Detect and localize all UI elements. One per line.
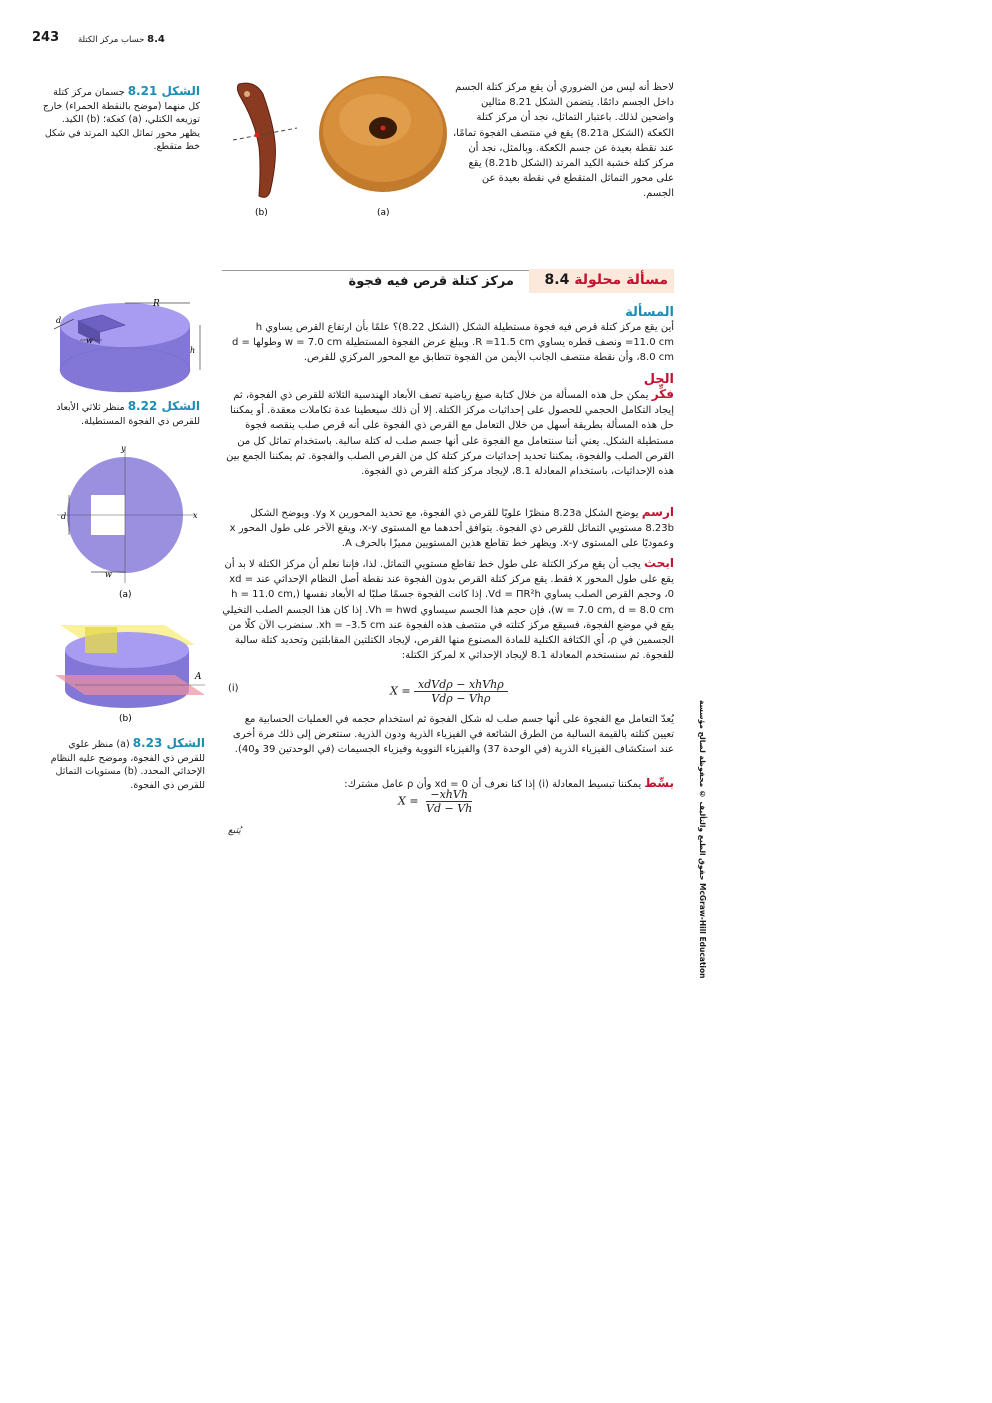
center-of-mass-dot [255,133,260,138]
figure-8-23a-top-view [55,445,205,600]
fig822-title: الشكل 8.22 [127,399,200,413]
problem-label-text: مسألة محلولة [574,272,668,288]
simplify-label: بسِّط [644,776,674,790]
label-R: R [153,299,160,309]
fig823-label-a: (a) [119,590,132,600]
equation-i [390,678,508,705]
plane-A-label: A [195,672,202,682]
problem-number: 8.4 [544,272,570,288]
eq1-numerator: xdVdρ − xhVhρ [414,678,508,692]
fig823-title: الشكل 8.23 [132,736,205,750]
figure-8-22-caption [40,400,200,428]
continued-note: يُتبع [228,826,241,836]
fig822-text: منظر ثلاثي الأبعاد للقرص ذي الفجوة المستطيلة. [56,402,200,427]
research-text: يجب أن يقع مركز الكتلة على طول خط تقاطع مستويي التماثل. لذا، فإننا نعلم أن مركز الكتلة لا بد أن يقع على طول المحور x فقط. يقع مركز كتلة القرص بدون الفجوة عند نقطة أصل النظام الإحداثي عند xd = 0، وحجم القرص الصلب يساوي Vd = ΠR²h. إذا كانت الفجوة جسمًا صلبًا له الأبعاد نفسها (h = 11.0 cm, w = 7.0 cm, d = 8.0 cm)، فإن حجم هذا الجسم سيساوي Vh = hwd. إذا كان هذا الجسم الصلب التخيلي يقع في موضع الفجوة، فسيقع مركز كتلته في منتصف هذه الفجوة عند xh = –3.5 cm. سنضرب الآن كلًا من الجسمين في ρ، أي الكثافة الكتلية للمادة المصنوع منها القرص، لإيجاد الكتلتين المقابلتين وتحديد كتلة سالبة للفجوة. ثم سنستخدم المعادلة 8.1 لإيجاد الإحداثي x لمركز الكتلة: [222,559,674,662]
axis-x-label: x [193,511,198,520]
think-label: فكِّر [651,387,674,401]
copyright-side-text: حقوق الطبع والتأليف © محفوظة لصالح مؤسسة McGraw-Hill Education [698,700,707,979]
donut-center-dot [381,126,386,131]
problem-label [545,272,668,288]
section-number: 8.4 [147,34,165,45]
label-h: h [190,346,196,355]
section-title: حساب مركز الكتلة [78,35,145,45]
sketch-text: يوضح الشكل 8.23a منظرًا علويًا للقرص ذي الفجوة، مع تحديد المحورين x وy. ويوضح الشكل 8.23b مستويي التماثل للقرص ذي الفجوة. يتوافق أحدهما مع المستوى x-y، ويقع الآخر على طول المحور x وعموديًا على المستوى x-y. ويظهر خط تقاطع هذين المستويين مميزًا بالحرف A. [229,508,674,550]
sketch-label: ارسم [641,505,674,519]
running-header [78,34,165,45]
dim-w-label: w [105,570,112,579]
solution-heading: الحل [643,372,674,387]
donut-image [319,76,447,192]
figure-8-23-caption [40,737,205,792]
research-label: ابحث [644,556,674,570]
eq1-fraction [414,678,508,705]
think-text: يمكن حل هذه المسألة من خلال كتابة صيغ رياضية تصف الأبعاد الهندسية الثلاثة للقرص ذي الفجوة، ثم إيجاد التكامل الحجمي للحصول على إحداثيات مركز الكتلة. إلا أن ذلك سيعطينا عدة تكاملات معقدة. أو يمكننا حل هذه المسألة بطريقة أسهل من خلال التعامل مع القرص ذي الفجوة على أنه قرص صلب ينقصه فجوة مستطيلة الشكل. يعني أننا سنتعامل مع الفجوة على أنها جسم صلب له كتلة سالبة. باستخدام تماثل كل من القرص الصلب والفجوة، يمكننا تحديد إحداثيات مركز كتلة كل من القرص الصلب والفجوة. ثم يمكننا الجمع بين هذه الإحداثيات، باستخدام المعادلة 8.1، لإيجاد مركز كتلة القرص ذي الفجوة. [226,390,674,478]
negative-mass-paragraph: يُعدّ التعامل مع الفجوة على أنها جسم صلب له شكل الفجوة ثم استخدام حجمه في العمليات الحسابية مع تعيين كتلته بالقيمة السالبة من الطرق الشائعة في الفيزياء الذرية ودون الذرية. سنتعرض إلى ذلك مرة أخرى عند استكشاف الفيزياء الذرية (في الوحدة 37) والفيزياء النووية وفيزياء الجسيمات (في الوحدتين 39 و40). [232,714,674,756]
fig821-label-a: (a) [377,208,390,218]
problem-section [222,305,674,366]
figure-8-23b-planes [55,615,215,725]
problem-heading: المسألة [625,305,674,320]
eq2-numerator: −xhVh [426,788,472,802]
boomerang-image [233,83,297,197]
eq1-denominator: Vdρ − Vhρ [431,692,491,705]
solution-section [222,372,674,479]
problem-title: مركز كتلة قرص فيه فجوة [348,274,514,289]
page-number: 243 [32,30,60,45]
fig821-text: جسمان مركز كتلة كل منهما (موضح بالنقطة الحمراء) خارج توزيعه الكتلي، (a) كعكة؛ (b) الكيد. يظهر محور تماثل الكيد المرتد في شكل خط متقطع. [42,87,200,152]
problem-text: أين يقع مركز كتلة قرص فيه فجوة مستطيلة الشكل (الشكل 8.22)؟ علمًا بأن ارتفاع القرص يساوي h =11.0 cm ونصف قطره يساوي R =11.5 cm. ويبلغ عرض الفجوة المستطيلة w = 7.0 cm وطولها d = 8.0 cm، وأن نقطة منتصف الجانب الأيمن من الفجوة تتطابق مع المحور المركزي للقرص. [231,322,674,364]
eq2-denominator: Vd − Vh [426,802,473,815]
eq2-fraction [422,788,476,815]
figure-8-21-caption [40,85,200,154]
research-paragraph [222,556,674,663]
equation-i-label: (i) [228,683,239,694]
figure-8-22-disc [40,295,215,400]
fig823-text: (a) منظر علوي للقرص ذي الفجوة، وموضح عليه النظام الإحداثي المحدد. (b) مستويات التماثل للقرص ذي الفجوة. [50,739,205,791]
axis-y-label: y [121,445,126,453]
intro-paragraph: لاحظ أنه ليس من الضروري أن يقع مركز كتلة الجسم داخل الجسم دائمًا. يتضمن الشكل 8.21 مثالين واضحين لذلك. باعتبار التماثل، نجد أن مركز كتلة الكعكة (الشكل 8.21a) يقع في منتصف الفجوة تمامًا، عند نقطة بعيدة عن جسم الكعكة. وبالمثل، نجد أن مركز كتلة خشبة الكيد المرتد (الشكل 8.21b) يقع على محور التماثل المتقطع في نقطة بعيدة عن الجسم. [452,82,674,200]
figure-8-21-images [225,72,450,222]
eq1-lhs: X = [390,684,411,698]
problem-header [222,270,674,297]
equation-2 [398,788,476,815]
sketch-paragraph [222,505,674,552]
label-w: w [86,336,93,345]
simplify-text: يمكننا تبسيط المعادلة (i) إذا كنا نعرف أن xd = 0 وأن ρ عامل مشترك: [344,779,642,790]
eq2-lhs: X = [398,794,419,808]
dim-d-label: d [61,512,67,521]
think-paragraph [222,387,674,479]
fig821-title: الشكل 8.21 [127,84,200,98]
fig823-label-b: (b) [119,714,132,724]
fig821-label-b: (b) [255,208,268,218]
label-d: d [56,316,62,325]
